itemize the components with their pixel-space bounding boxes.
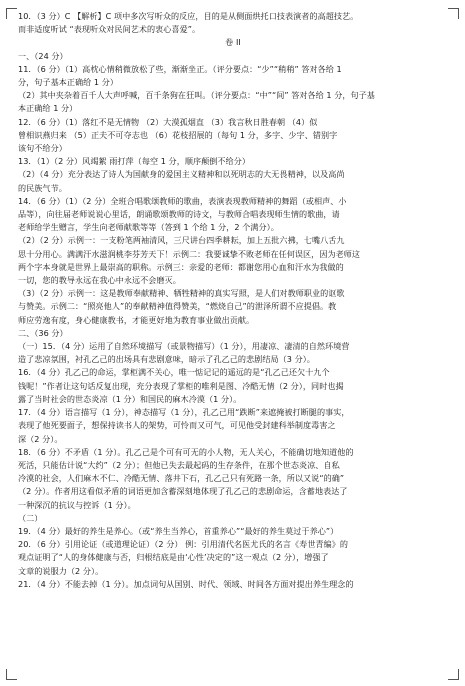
text-line: （2）其中夹杂着百千人大声呼喊，百千条狗在狂叫。（评分要点：“中”“间” 答对各给 1 分，句子基: [18, 90, 375, 101]
section-heading: 二、（36 分）: [18, 327, 68, 338]
text-line: 17．（4 分）语言描写（1 分），神态描写（1 分），孔乙己用“跌断”来遮掩被打断腿的事实，: [18, 407, 350, 418]
text-line: 钱呢！”作者让这句话反复出现，充分表现了掌柜的唯利是图、冷酷无情（2 分），同时也揭: [18, 380, 344, 391]
section-title: 卷 II: [225, 37, 241, 48]
text-line: 品等），向往届老师说说心里话，朗诵歌颂教师的诗文，与教师合唱表现师生情的歌曲，请: [18, 209, 340, 220]
text-line: 11．（6 分）（1）高枕心情稍微放松了些，渐渐坐正。（评分要点：“少”“稍稍” 答对各给 1: [18, 63, 342, 74]
text-line: （一）15．（4 分）运用了自然环境描写（或景物描写）（1 分），用凄凉、凄清的自然环境营: [18, 341, 350, 352]
text-line: 19．（4 分）最好的养生是养心。（或“养生当养心，首重养心”“最好的养生莫过于养心”）: [18, 525, 339, 536]
text-line: 本正确给 1 分）: [18, 103, 78, 114]
text-line: 18．（6 分）不矛盾（1 分）。孔乙己是个可有可无的小人物，无人关心，不能确切地知道他的: [18, 446, 354, 457]
subsection-heading: （二）: [18, 512, 43, 523]
text-line: 该句不给分）: [18, 143, 67, 154]
section-heading: 一、（24 分）: [18, 50, 68, 61]
text-line: （2 分）。作者用这看似矛盾的词语更加含蓄深刻地体现了孔乙己的悲剧命运，含蓄地表达了: [18, 486, 348, 497]
text-line: 两个字本身就是世界上最崇高的职称。示例三：亲爱的老师：都谢您用心血和汗水为我做的: [18, 261, 344, 272]
text-line: 露了当时社会的世态炎凉（1 分）和国民的麻木冷漠（1 分）。: [18, 393, 242, 404]
text-line: 表现了他死要面子，想保持读书人的架势，可怜而又可气，可见他受封建科举制度毒害之: [18, 420, 336, 431]
text-line: 分，句子基本正确给 1 分）: [18, 77, 119, 88]
text-line: 的民族气节。: [18, 182, 67, 193]
text-line: 冷漠的社会，人们麻木不仁、冷酷无情、落井下石，孔乙己只有死路一条，所以又说“的确”: [18, 473, 345, 484]
text-line: 造了悲凉氛围，衬孔乙己的出场具有悲剧意味，暗示了孔乙己的悲剧结局（3 分）。: [18, 354, 315, 365]
text-line: 观点证明了“人的身体健康与否，归根结底是由‘心性’决定的”这一观点（2 分），增强了: [18, 552, 329, 563]
text-line: 12．（6 分）（1）落红不是无情物 （2）大漠孤烟直 （3）我言秋日胜春朝 （4）似: [18, 116, 318, 127]
corner-mark-bottom-right: [448, 669, 459, 680]
text-line: 16．（4 分）孔乙己的命运，掌柜满不关心，唯一惦记记的遥远的是“孔乙己还欠十九个: [18, 367, 330, 378]
answer-key-page: [18, 10, 448, 591]
text-line: （3）（2 分）示例一：这是教师奉献精神、牺牲精神的真实写照，是人们对教师职业的讴歌: [18, 288, 345, 299]
text-line: 师应劳逸有度，身心健康教书，才能更好地为教育事业做出贡献。: [18, 314, 255, 325]
text-line: 一种深沉的抗议与控诉（1 分）。: [18, 499, 136, 510]
text-line: 10．（3 分）C 【解析】C 项中多次写听众的反应，目的是从侧面烘托口技表演者的高超技艺。: [18, 11, 359, 21]
text-line: 20．（6 分）引用论证（或道理论证）（2 分） 例：引用清代名医尤氏的名言《寿世青编》的: [18, 539, 349, 550]
text-line: 13．（1）（2 分）风竭絮 雨打萍（每空 1 分，顺序颠倒不给分）: [18, 156, 250, 167]
text-line: （2）（4 分）充分表达了诗人为国献身的爱国主义精神和以死明志的大无畏精神，以及高尚: [18, 169, 345, 180]
text-line: 一切，您的教导永远在我心中永远不会磨灭。: [18, 275, 181, 286]
corner-mark-top-left: [6, 8, 17, 19]
text-line: 深（2 分）。: [18, 433, 63, 444]
text-line: 21．（4 分）不能去掉（1 分）。加点词句从国别、时代、领域、时间各方面对提出养生理念的: [18, 578, 354, 589]
text-line: 而非适度听试 “表现听众对民间艺术的衷心喜爱”。: [18, 24, 201, 35]
text-line: 与赞美。示例二：“照亮他人”的奉献精神值得赞美，“燃烧自己”的泄泽所谓不应提倡。教: [18, 301, 337, 312]
text-line: 14．（6 分）（1）（2 分）全班合唱歌颂教师的歌曲，表演表现教师精神的舞蹈（或相声、小: [18, 195, 347, 206]
text-line: 文章的说服力（2 分）。: [18, 565, 104, 576]
text-line: 曾相识燕归来 （5）正夫不可夺志也 （6）花枝招展的（每句 1 分，多字、少字、错别字: [18, 129, 338, 140]
corner-mark-top-right: [448, 8, 459, 19]
text-line: （2）（2 分）示例一：一支粉笔两袖清风，三尺讲台四季耕耘，加上五批六拂，七嘴八舌九: [18, 235, 345, 246]
text-line: 老师给学生赠言，学生向老师献歌等等（答到 1 个给 1 分，2 个满分）。: [18, 222, 279, 233]
corner-mark-bottom-left: [6, 669, 17, 680]
text-line: 思十分用心。满满汗水滋润桃李芬芳天下！示例二：我要诚挚不败老师在任何误区，因为老师这: [18, 248, 361, 259]
text-line: 死活，只能估计说“大约”（2 分）；但他已失去最起码的生存条件，在那个世态炎凉、自私: [18, 459, 340, 470]
